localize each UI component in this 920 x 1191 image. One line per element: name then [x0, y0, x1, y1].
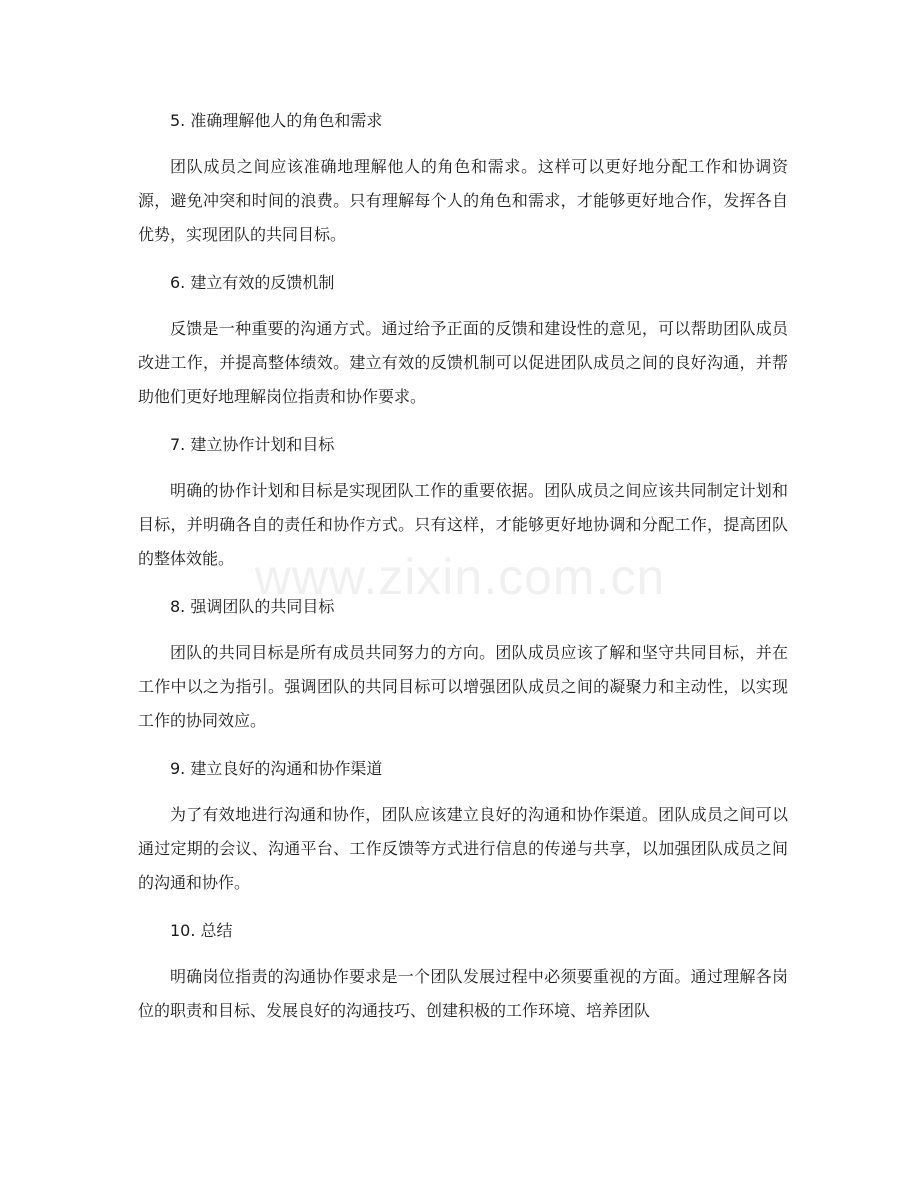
document-body	[138, 104, 788, 1042]
section-paragraph-5: 团队成员之间应该准确地理解他人的角色和需求。这样可以更好地分配工作和协调资源，避免冲突和时间的浪费。只有理解每个人的角色和需求，才能够更好地合作，发挥各自优势，实现团队的共同目标。	[138, 157, 788, 244]
section-heading-5: 5. 准确理解他人的角色和需求	[170, 111, 383, 130]
section-heading-7: 7. 建立协作计划和目标	[170, 435, 335, 454]
section-paragraph-9: 为了有效地进行沟通和协作，团队应该建立良好的沟通和协作渠道。团队成员之间可以通过定期的会议、沟通平台、工作反馈等方式进行信息的传递与共享，以加强团队成员之间的沟通和协作。	[138, 805, 788, 892]
section-paragraph-10: 明确岗位指责的沟通协作要求是一个团队发展过程中必须要重视的方面。通过理解各岗位的职责和目标、发展良好的沟通技巧、创建积极的工作环境、培养团队	[138, 967, 788, 1020]
section-heading-8: 8. 强调团队的共同目标	[170, 597, 335, 616]
section-paragraph-7: 明确的协作计划和目标是实现团队工作的重要依据。团队成员之间应该共同制定计划和目标，并明确各自的责任和协作方式。只有这样，才能够更好地协调和分配工作，提高团队的整体效能。	[138, 481, 788, 568]
watermark-text: www.zixin.com.cn	[254, 549, 666, 605]
section-paragraph-6: 反馈是一种重要的沟通方式。通过给予正面的反馈和建设性的意见，可以帮助团队成员改进工作，并提高整体绩效。建立有效的反馈机制可以促进团队成员之间的良好沟通，并帮助他们更好地理解岗位指责和协作要求。	[138, 319, 788, 406]
section-heading-9: 9. 建立良好的沟通和协作渠道	[170, 759, 383, 778]
section-heading-10: 10. 总结	[170, 921, 233, 940]
section-paragraph-8: 团队的共同目标是所有成员共同努力的方向。团队成员应该了解和坚守共同目标，并在工作中以之为指引。强调团队的共同目标可以增强团队成员之间的凝聚力和主动性，以实现工作的协同效应。	[138, 643, 788, 730]
section-heading-6: 6. 建立有效的反馈机制	[170, 273, 335, 292]
